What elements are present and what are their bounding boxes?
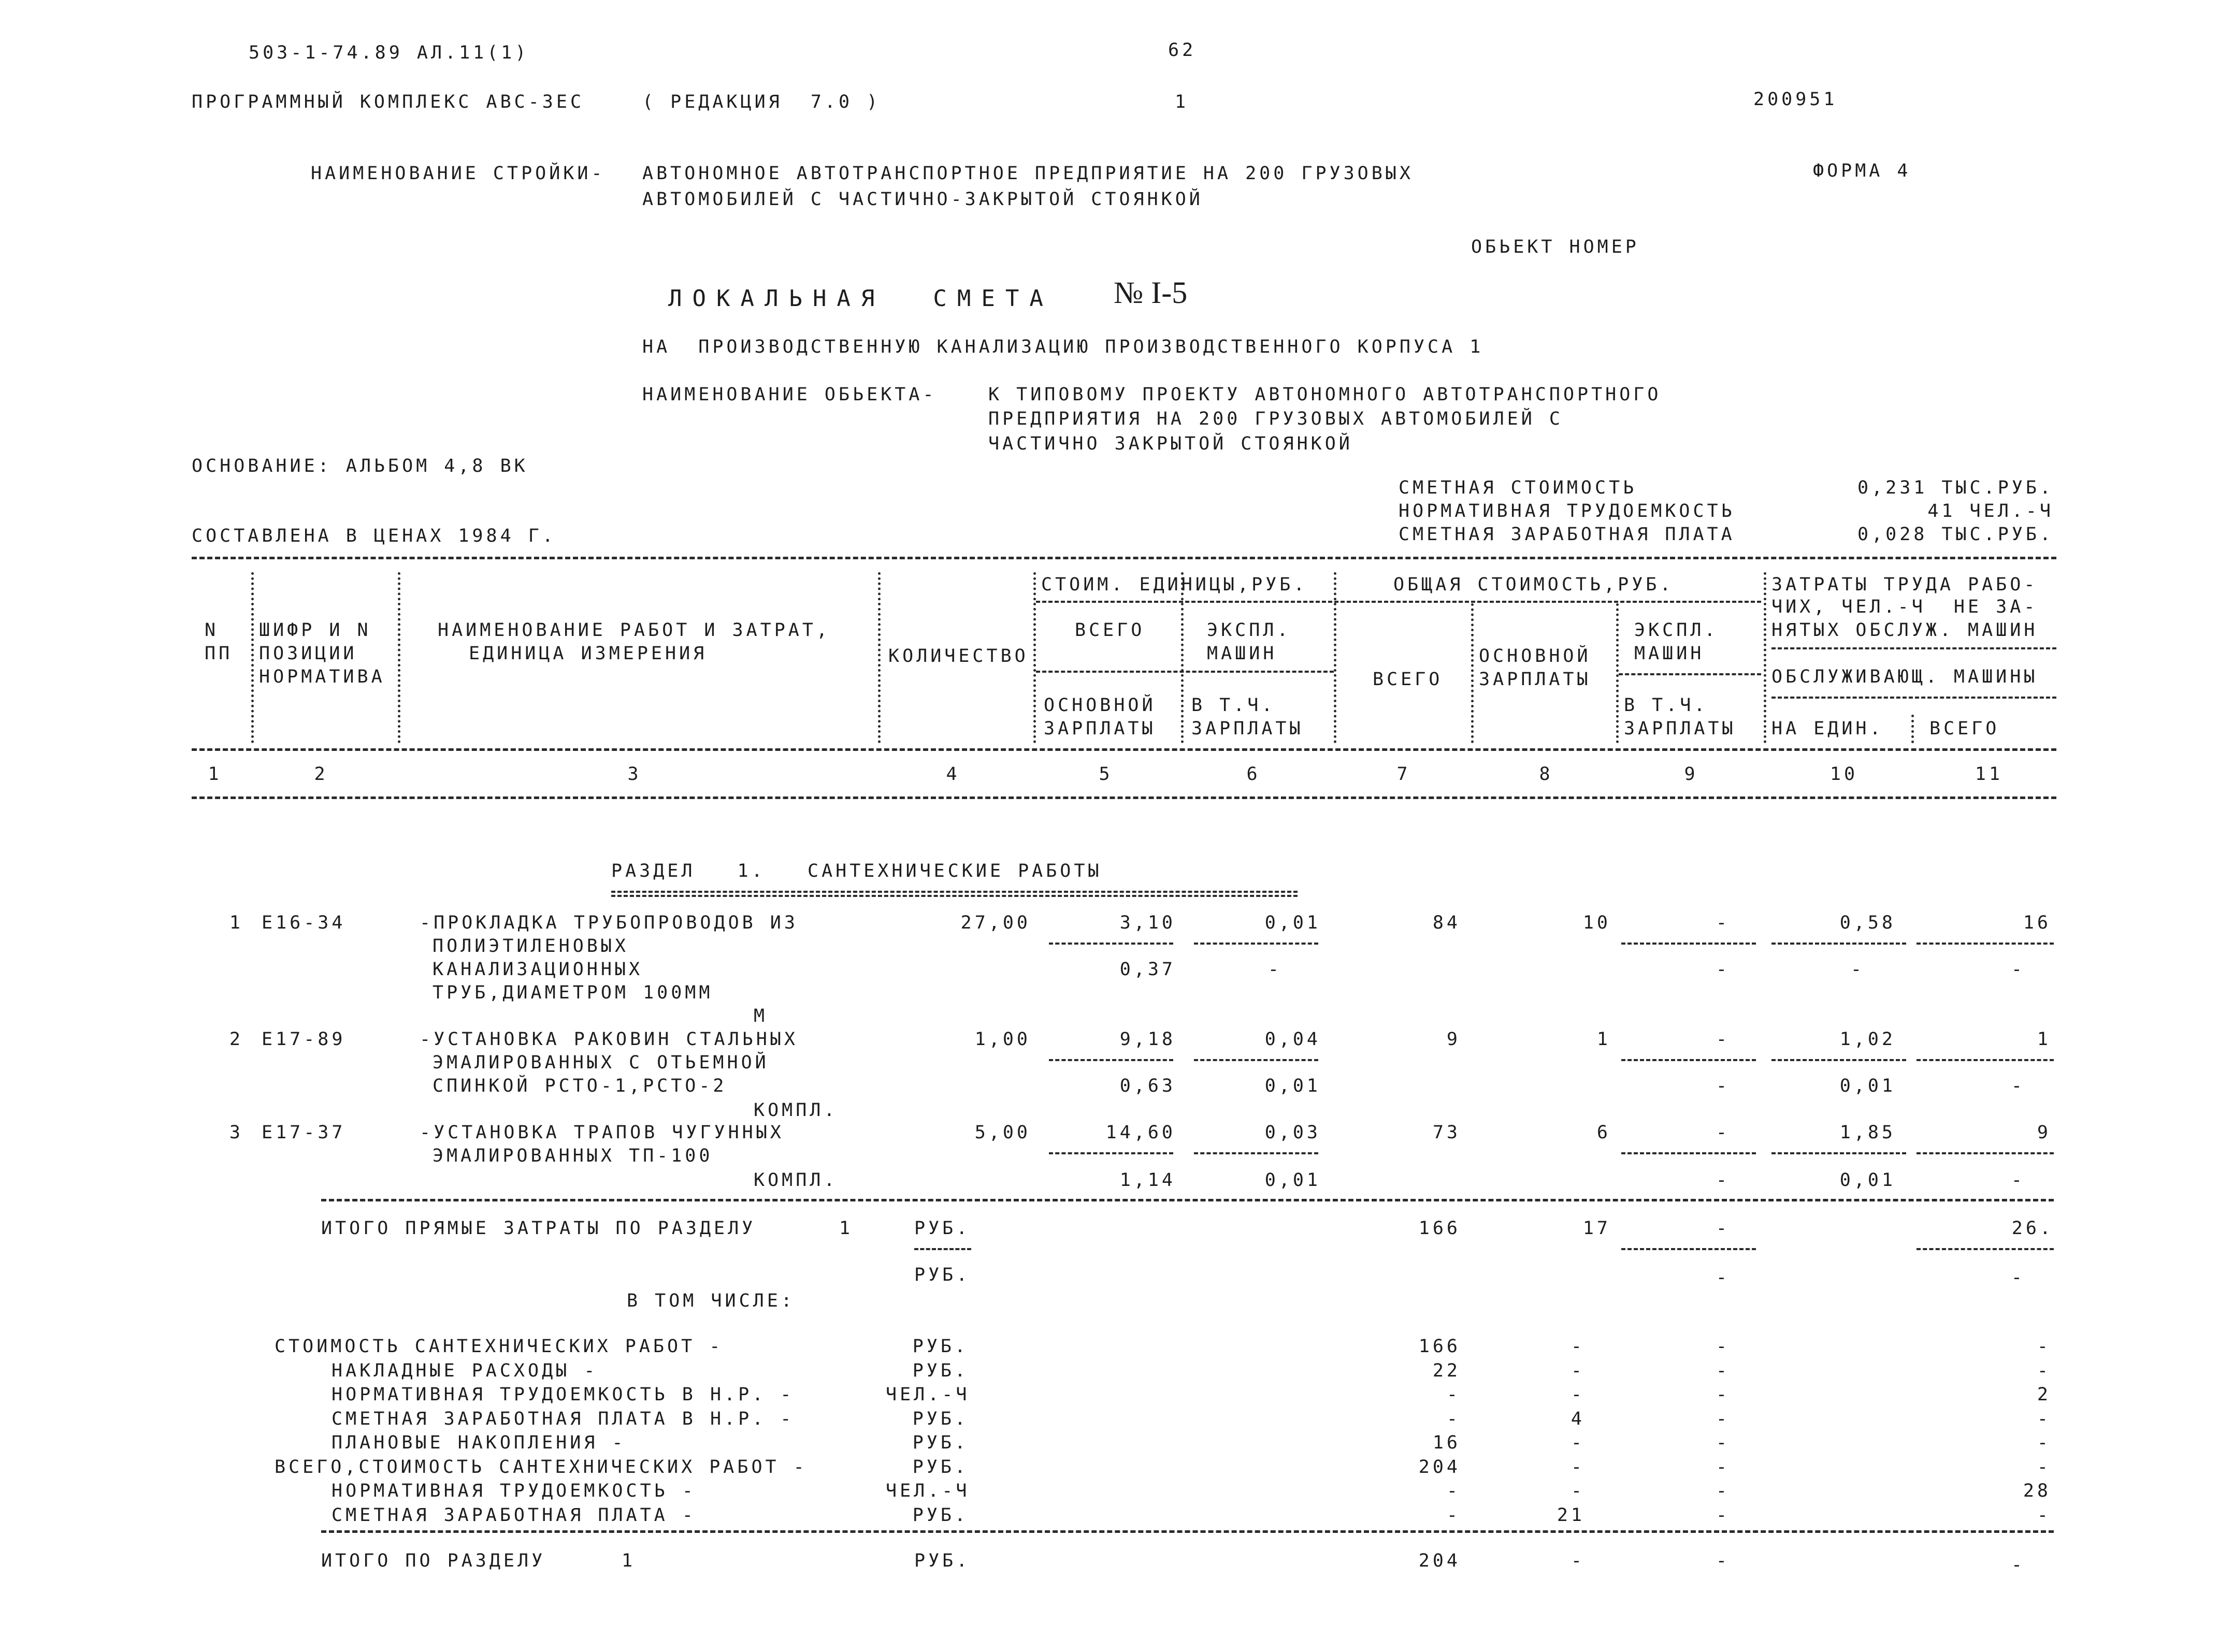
row-qty: 5,00 — [974, 1122, 1031, 1143]
object-line-3: ЧАСТИЧНО ЗАКРЫТОЙ СТОЯНКОЙ — [988, 433, 1353, 454]
breakdown-total: - — [1446, 1505, 1461, 1526]
row-labor-unit: 1,02 — [1839, 1029, 1896, 1050]
row-unit-basic: 0,63 — [1119, 1076, 1176, 1096]
prices-year: СОСТАВЛЕНА В ЦЕНАХ 1984 Г. — [192, 526, 556, 546]
row-total: 9 — [1446, 1029, 1461, 1050]
header-mach-incl-1: В Т.Ч. — [1624, 695, 1708, 716]
column-number: 5 — [1099, 764, 1113, 785]
row-unit: КОМПЛ. — [754, 1100, 838, 1121]
section-total-unit: РУБ. — [914, 1550, 971, 1571]
breakdown-basic: - — [1571, 1384, 1585, 1405]
direct-costs-basic: 17 — [1582, 1218, 1611, 1239]
row-unit-machines: 0,04 — [1264, 1029, 1321, 1050]
rule — [1621, 1152, 1756, 1154]
row-name: -УСТАНОВКА ТРАПОВ ЧУГУННЫХ — [420, 1122, 784, 1143]
section-underline — [611, 895, 1298, 897]
header-code-3: НОРМАТИВА — [259, 666, 385, 687]
direct-costs-unit-2: РУБ. — [914, 1265, 971, 1285]
breakdown-basic: - — [1571, 1336, 1585, 1357]
page-number: 62 — [1168, 40, 1197, 61]
row-labor-unit: 1,85 — [1839, 1122, 1896, 1143]
rule — [1049, 1152, 1173, 1154]
row-code: Е16-34 — [262, 912, 346, 933]
row-total: 84 — [1432, 912, 1461, 933]
row-total: 73 — [1432, 1122, 1461, 1143]
breakdown-basic: 4 — [1571, 1409, 1585, 1429]
row-basic: 10 — [1582, 912, 1611, 933]
form-number: ФОРМА 4 — [1813, 161, 1911, 181]
header-labor-3: НЯТЫХ ОБСЛУЖ. МАШИН — [1771, 620, 2038, 641]
rule — [321, 1199, 2054, 1201]
direct-costs-labor-2: - — [2011, 1267, 2025, 1288]
row-name: ТРУБ,ДИАМЕТРОМ 100ММ — [433, 982, 713, 1003]
column-divider — [878, 572, 881, 743]
row-labor-unit-2: 0,01 — [1839, 1170, 1896, 1191]
rule — [1917, 943, 2054, 945]
column-divider — [1911, 715, 1914, 743]
breakdown-labor: - — [2037, 1336, 2051, 1357]
breakdown-machines: - — [1716, 1505, 1730, 1526]
row-qty: 1,00 — [974, 1029, 1031, 1050]
column-number: 10 — [1829, 764, 1859, 785]
row-unit: КОМПЛ. — [754, 1170, 838, 1191]
object-label: НАИМЕНОВАНИЕ ОБЬЕКТА- — [642, 384, 937, 405]
including-label: В ТОМ ЧИСЛЕ: — [627, 1291, 795, 1311]
breakdown-label: СТОИМОСТЬ САНТЕХНИЧЕСКИХ РАБОТ - — [275, 1336, 724, 1357]
column-number: 4 — [946, 764, 960, 785]
sheet-number: 1 — [1175, 92, 1189, 112]
basis: ОСНОВАНИЕ: АЛЬБОМ 4,8 ВК — [192, 456, 528, 476]
column-number: 9 — [1684, 764, 1698, 785]
program-edition: ( РЕДАКЦИЯ 7.0 ) — [642, 92, 881, 112]
breakdown-basic: - — [1571, 1481, 1585, 1501]
breakdown-machines: - — [1716, 1432, 1730, 1453]
column-divider — [1181, 572, 1184, 743]
breakdown-labor: 2 — [2037, 1384, 2051, 1405]
summary-value: 0,231 ТЫС.РУБ. — [1857, 477, 2054, 498]
breakdown-labor: - — [2037, 1360, 2051, 1381]
program-name: ПРОГРАММНЫЙ КОМПЛЕКС АВС-3ЕС — [192, 92, 585, 112]
row-labor-unit: 0,58 — [1839, 912, 1896, 933]
header-name-1: НАИМЕНОВАНИЕ РАБОТ И ЗАТРАТ, — [438, 620, 831, 641]
rule — [1917, 1152, 2054, 1154]
rule — [1194, 1059, 1318, 1061]
breakdown-machines: - — [1716, 1409, 1730, 1429]
rule — [1049, 1059, 1173, 1061]
row-unit-total: 3,10 — [1119, 912, 1176, 933]
breakdown-label: ВСЕГО,СТОИМОСТЬ САНТЕХНИЧЕСКИХ РАБОТ - — [275, 1457, 808, 1477]
header-basic-total-1: ОСНОВНОЙ — [1479, 646, 1591, 666]
header-per-unit: НА ЕДИН. — [1771, 718, 1884, 739]
row-unit-total: 9,18 — [1119, 1029, 1176, 1050]
direct-costs-section: 1 — [839, 1218, 854, 1239]
row-name: ЭМАЛИРОВАННЫХ ТП-100 — [433, 1146, 713, 1166]
header-pp: ПП — [205, 643, 233, 664]
breakdown-basic: - — [1571, 1360, 1585, 1381]
column-number: 3 — [627, 764, 642, 785]
row-name: -ПРОКЛАДКА ТРУБОПРОВОДОВ ИЗ — [420, 912, 798, 933]
header-basic-1: ОСНОВНОЙ — [1044, 695, 1156, 716]
row-name: КАНАЛИЗАЦИОННЫХ — [433, 959, 643, 980]
breakdown-labor: - — [2037, 1457, 2051, 1477]
section-total-section: 1 — [622, 1550, 636, 1571]
column-divider — [251, 572, 254, 743]
row-name: -УСТАНОВКА РАКОВИН СТАЛЬНЫХ — [420, 1029, 798, 1050]
header-mach-1: ЭКСПЛ. — [1634, 620, 1719, 641]
breakdown-machines: - — [1716, 1457, 1730, 1477]
direct-costs-label: ИТОГО ПРЯМЫЕ ЗАТРАТЫ ПО РАЗДЕЛУ — [321, 1218, 756, 1239]
row-code: Е17-37 — [262, 1122, 346, 1143]
row-basic: 6 — [1596, 1122, 1611, 1143]
rule — [1621, 1248, 1756, 1250]
direct-costs-labor: 26. — [2011, 1218, 2054, 1239]
row-machine-wage: - — [1716, 959, 1730, 980]
section-title: РАЗДЕЛ 1. САНТЕХНИЧЕСКИЕ РАБОТЫ — [611, 861, 1102, 881]
row-name: ПОЛИЭТИЛЕНОВЫХ — [433, 936, 629, 957]
header-machines-1: ЭКСПЛ. — [1207, 620, 1291, 641]
estimate-title: ЛОКАЛЬНАЯ СМЕТА — [668, 285, 1054, 312]
column-number: 6 — [1246, 764, 1261, 785]
row-labor-total-2: - — [2011, 959, 2025, 980]
row-qty: 27,00 — [960, 912, 1031, 933]
header-n: N — [205, 620, 219, 641]
header-machines-2: МАШИН — [1207, 643, 1277, 664]
rule — [192, 748, 2056, 751]
rule — [914, 1248, 971, 1250]
breakdown-label: СМЕТНАЯ ЗАРАБОТНАЯ ПЛАТА - — [332, 1505, 696, 1526]
breakdown-basic: - — [1571, 1457, 1585, 1477]
breakdown-machines: - — [1716, 1384, 1730, 1405]
section-total-label: ИТОГО ПО РАЗДЕЛУ — [321, 1550, 546, 1571]
rule — [1771, 1152, 1906, 1154]
column-number: 11 — [1975, 764, 2004, 785]
code-number: 200951 — [1753, 89, 1838, 110]
header-qty: КОЛИЧЕСТВО — [888, 646, 1029, 666]
row-unit-machine-wage: 0,01 — [1264, 1076, 1321, 1096]
summary-value: 41 ЧЕЛ.-Ч — [1927, 501, 2054, 521]
header-labor-4: ОБСЛУЖИВАЮЩ. МАШИНЫ — [1771, 666, 2038, 687]
breakdown-machines: - — [1716, 1360, 1730, 1381]
row-machines: - — [1716, 1122, 1730, 1143]
breakdown-total: 166 — [1418, 1336, 1461, 1357]
row-machine-wage: - — [1716, 1076, 1730, 1096]
breakdown-unit: РУБ. — [912, 1360, 969, 1381]
breakdown-labor: - — [2037, 1409, 2051, 1429]
row-unit-machines: 0,01 — [1264, 912, 1321, 933]
section-underline — [611, 891, 1298, 893]
breakdown-machines: - — [1716, 1336, 1730, 1357]
document-code: 503-1-74.89 АЛ.11(1) — [249, 42, 529, 63]
object-number-label: ОБЬЕКТ НОМЕР — [1471, 237, 1639, 257]
header-total-cost: ОБЩАЯ СТОИМОСТЬ,РУБ. — [1393, 574, 1674, 595]
row-code: Е17-89 — [262, 1029, 346, 1050]
rule — [1771, 647, 2056, 649]
row-name: ЭМАЛИРОВАННЫХ С ОТЬЕМНОЙ — [433, 1052, 769, 1073]
rule — [1194, 943, 1318, 945]
rule — [1621, 943, 1756, 945]
estimate-subject: НА ПРОИЗВОДСТВЕННУЮ КАНАЛИЗАЦИЮ ПРОИЗВОДСТВЕННОГО КОРПУСА 1 — [642, 337, 1484, 357]
breakdown-label: СМЕТНАЯ ЗАРАБОТНАЯ ПЛАТА В Н.Р. - — [332, 1409, 795, 1429]
header-basic-total-2: ЗАРПЛАТЫ — [1479, 669, 1591, 690]
rule — [1771, 697, 2056, 699]
summary-value: 0,028 ТЫС.РУБ. — [1857, 524, 2054, 545]
breakdown-labor: - — [2037, 1432, 2051, 1453]
rule — [192, 796, 2056, 799]
breakdown-total: 204 — [1418, 1457, 1461, 1477]
summary-label: СМЕТНАЯ ЗАРАБОТНАЯ ПЛАТА — [1399, 524, 1735, 545]
section-total-labor: - — [2011, 1555, 2025, 1575]
header-code-2: ПОЗИЦИИ — [259, 643, 357, 664]
column-divider — [1471, 603, 1474, 743]
rule — [1771, 943, 1906, 945]
rule — [321, 1530, 2054, 1533]
breakdown-unit: РУБ. — [912, 1457, 969, 1477]
estimate-number: № I-5 — [1114, 276, 1188, 310]
column-divider — [1033, 572, 1036, 743]
rule — [1917, 1248, 2054, 1250]
row-unit-machine-wage: - — [1267, 959, 1282, 980]
breakdown-label: НОРМАТИВНАЯ ТРУДОЕМКОСТЬ В Н.Р. - — [332, 1384, 795, 1405]
header-labor-2: ЧИХ, ЧЕЛ.-Ч НЕ ЗА- — [1771, 597, 2038, 617]
breakdown-label: НАКЛАДНЫЕ РАСХОДЫ - — [332, 1360, 598, 1381]
direct-costs-machines: - — [1716, 1218, 1730, 1239]
direct-costs-total: 166 — [1418, 1218, 1461, 1239]
breakdown-labor: - — [2037, 1505, 2051, 1526]
header-total: ВСЕГО — [1373, 669, 1443, 690]
header-mach-2: МАШИН — [1634, 643, 1705, 664]
direct-costs-unit: РУБ. — [914, 1218, 971, 1239]
breakdown-label: НОРМАТИВНАЯ ТРУДОЕМКОСТЬ - — [332, 1481, 696, 1501]
row-unit-machines: 0,03 — [1264, 1122, 1321, 1143]
row-labor-total: 9 — [2037, 1122, 2051, 1143]
row-number: 2 — [229, 1029, 243, 1050]
breakdown-total: 16 — [1432, 1432, 1461, 1453]
summary-label: НОРМАТИВНАЯ ТРУДОЕМКОСТЬ — [1399, 501, 1735, 521]
column-divider — [1764, 572, 1766, 743]
rule — [1917, 1059, 2054, 1061]
row-machine-wage: - — [1716, 1170, 1730, 1191]
rule — [1621, 1059, 1756, 1061]
breakdown-unit: ЧЕЛ.-Ч — [886, 1481, 970, 1501]
header-mach-incl-2: ЗАРПЛАТЫ — [1624, 718, 1736, 739]
row-unit-basic: 1,14 — [1119, 1170, 1176, 1191]
row-number: 3 — [229, 1122, 243, 1143]
breakdown-label: ПЛАНОВЫЕ НАКОПЛЕНИЯ - — [332, 1432, 626, 1453]
row-unit: М — [754, 1006, 768, 1026]
header-labor-1: ЗАТРАТЫ ТРУДА РАБО- — [1771, 574, 2038, 595]
row-labor-unit-2: - — [1850, 959, 1865, 980]
header-incl-2: ЗАРПЛАТЫ — [1191, 718, 1304, 739]
column-number: 7 — [1396, 764, 1411, 785]
row-labor-total-2: - — [2011, 1076, 2025, 1096]
column-number: 8 — [1539, 764, 1553, 785]
rule — [1771, 1059, 1906, 1061]
header-total-labor: ВСЕГО — [1929, 718, 2000, 739]
column-divider — [398, 572, 400, 743]
column-number: 1 — [208, 764, 222, 785]
breakdown-unit: РУБ. — [912, 1432, 969, 1453]
rule — [1619, 673, 1761, 675]
rule — [1036, 601, 1761, 603]
breakdown-total: - — [1446, 1409, 1461, 1429]
breakdown-basic: 21 — [1557, 1505, 1585, 1526]
construction-label: НАИМЕНОВАНИЕ СТРОЙКИ- — [311, 163, 606, 184]
breakdown-total: 22 — [1432, 1360, 1461, 1381]
rule — [1049, 943, 1173, 945]
breakdown-total: - — [1446, 1481, 1461, 1501]
breakdown-unit: ЧЕЛ.-Ч — [886, 1384, 970, 1405]
object-line-2: ПРЕДПРИЯТИЯ НА 200 ГРУЗОВЫХ АВТОМОБИЛЕЙ С — [988, 409, 1563, 429]
column-number: 2 — [314, 764, 328, 785]
rule — [192, 557, 2056, 559]
header-basic-2: ЗАРПЛАТЫ — [1044, 718, 1156, 739]
rule — [1036, 671, 1334, 673]
section-total-machines: - — [1716, 1550, 1730, 1571]
breakdown-unit: РУБ. — [912, 1409, 969, 1429]
rule — [1194, 1152, 1318, 1154]
breakdown-unit: РУБ. — [912, 1336, 969, 1357]
construction-line-1: АВТОНОМНОЕ АВТОТРАНСПОРТНОЕ ПРЕДПРИЯТИЕ НА 200 ГРУЗОВЫХ — [642, 163, 1414, 184]
section-total-value: 204 — [1418, 1550, 1461, 1571]
row-unit-total: 14,60 — [1105, 1122, 1176, 1143]
header-unit-cost: СТОИМ. ЕДИНИЦЫ,РУБ. — [1041, 574, 1308, 595]
breakdown-machines: - — [1716, 1481, 1730, 1501]
row-labor-unit-2: 0,01 — [1839, 1076, 1896, 1096]
header-name-2: ЕДИНИЦА ИЗМЕРЕНИЯ — [469, 643, 708, 664]
construction-line-2: АВТОМОБИЛЕЙ С ЧАСТИЧНО-ЗАКРЫТОЙ СТОЯНКОЙ — [642, 189, 1203, 210]
header-incl-1: В Т.Ч. — [1191, 695, 1276, 716]
row-machines: - — [1716, 1029, 1730, 1050]
row-name: СПИНКОЙ РСТО-1,РСТО-2 — [433, 1076, 727, 1096]
row-unit-machine-wage: 0,01 — [1264, 1170, 1321, 1191]
breakdown-total: - — [1446, 1384, 1461, 1405]
row-labor-total: 16 — [2023, 912, 2051, 933]
row-number: 1 — [229, 912, 243, 933]
row-labor-total: 1 — [2037, 1029, 2051, 1050]
header-code-1: ШИФР И N — [259, 620, 371, 641]
section-total-basic: - — [1571, 1550, 1585, 1571]
direct-costs-machines-2: - — [1716, 1267, 1730, 1288]
column-divider — [1334, 572, 1336, 743]
row-unit-basic: 0,37 — [1119, 959, 1176, 980]
row-basic: 1 — [1596, 1029, 1611, 1050]
summary-label: СМЕТНАЯ СТОИМОСТЬ — [1399, 477, 1637, 498]
breakdown-basic: - — [1571, 1432, 1585, 1453]
row-labor-total-2: - — [2011, 1170, 2025, 1191]
row-machines: - — [1716, 912, 1730, 933]
header-total-unit: ВСЕГО — [1075, 620, 1145, 641]
object-line-1: К ТИПОВОМУ ПРОЕКТУ АВТОНОМНОГО АВТОТРАНСПОРТНОГО — [988, 384, 1662, 405]
breakdown-labor: 28 — [2023, 1481, 2051, 1501]
breakdown-unit: РУБ. — [912, 1505, 969, 1526]
